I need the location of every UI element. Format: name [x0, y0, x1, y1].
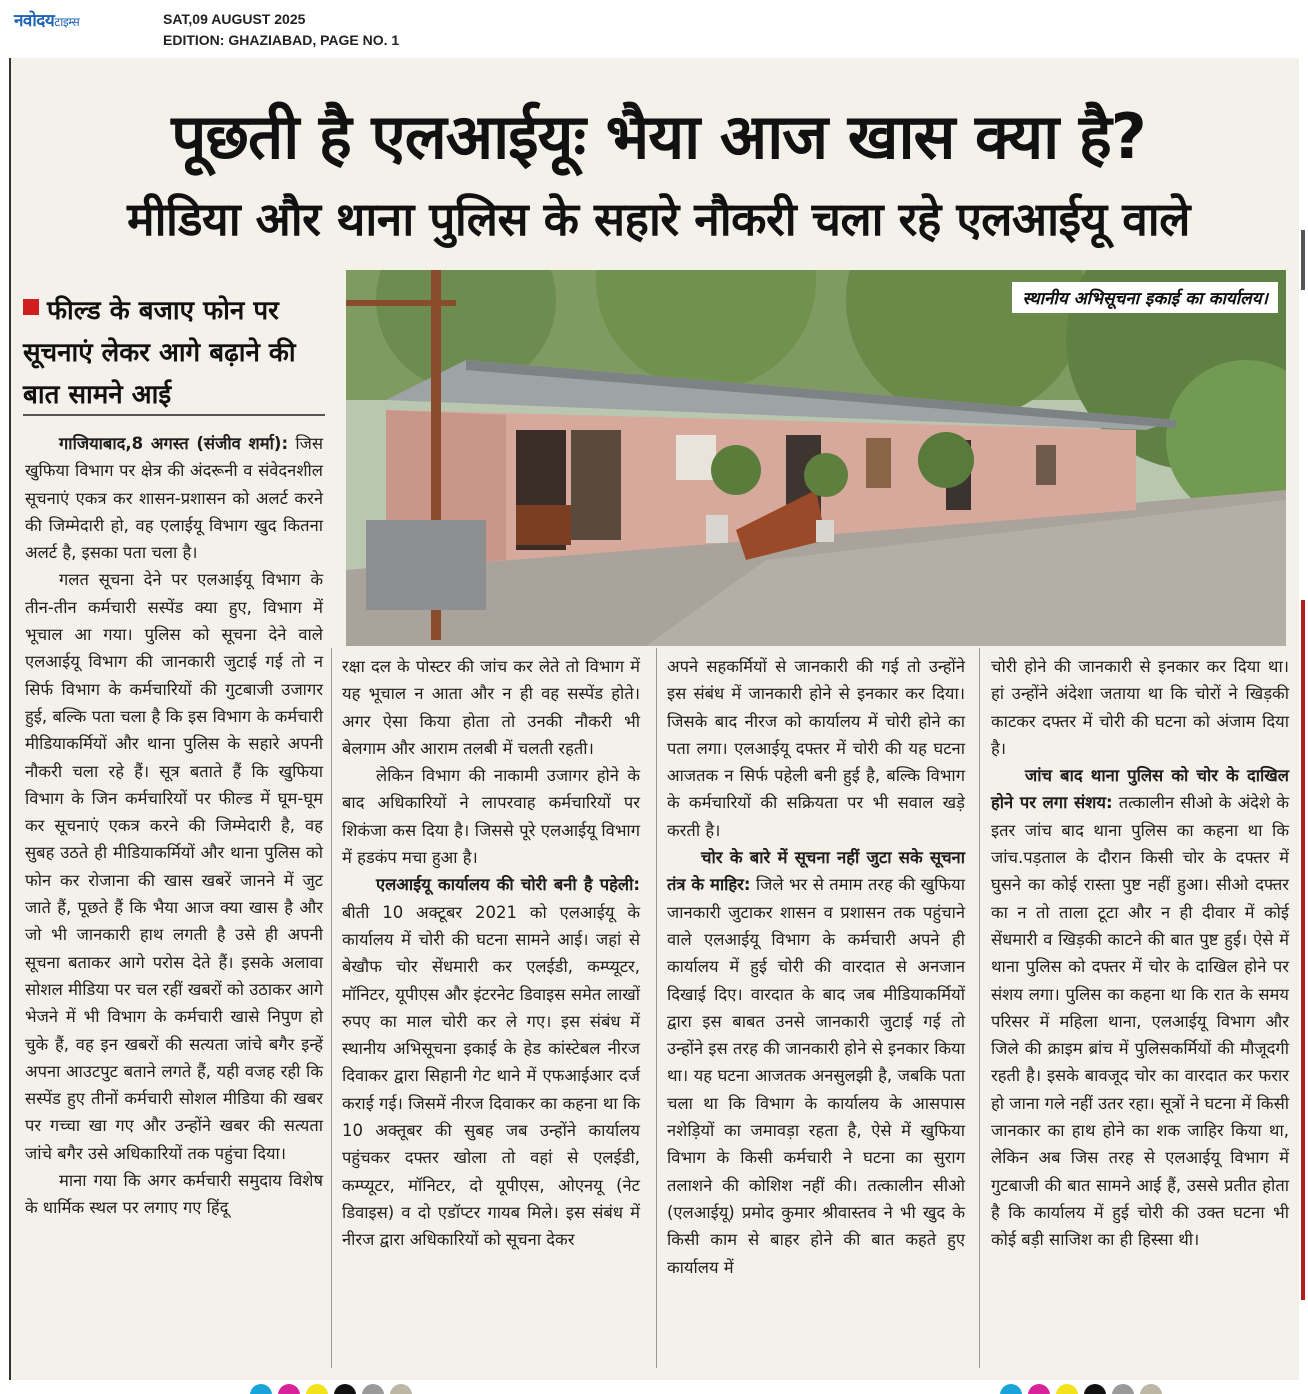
column-divider: [656, 648, 657, 1368]
adjacent-page-edge: [1299, 230, 1308, 1380]
black-dot: [334, 1384, 356, 1394]
tan-dot: [390, 1384, 412, 1394]
column-1-paragraph-2: गलत सूचना देने पर एलआईयू विभाग के तीन-तीन कर्मचारी सस्पेंड क्या हुए, विभाग में भूचाल आ गया। पुलिस को सूचना देने वाले एलआईयू विभाग की जानकारी जुटाई गई तो न सिर्फ विभाग के कर्मचारियों की गुटबाजी उजागर हुई, बल्कि पता चला है कि इस विभाग के कर्मचारी मीडियाकर्मियों और थाना पुलिस के सहारे अपनी नौकरी चला रहे हैं। सूत्र बताते हैं कि खुफिया विभाग के जिन कर्मचारियों पर फील्ड में घूम-घूम कर सूचनाएं एकत्र करने की जिम्मेदारी है, वह सुबह उठते ही मीडियाकर्मियों और थाना पुलिस को फोन कर रोजाना की खास खबरें जानने में जुट जाते हैं, पूछते हैं कि भैया आज क्या खास है और जो भी जानकारी हाथ लगती है उसे ही अपनी सूचना बताकर आगे परोस देते हैं। इसके अलावा सोशल मीडिया पर चल रहीं खबरों को उठाकर आगे भेजने में भी विभाग के कर्मचारी खासे निपुण हो चुके हैं, वह इन खबरों की सत्यता जांचे बगैर इन्हें अपना आउटपुट बताने लगते हैं, यही वजह रही कि सस्पेंड हुए तीनों कर्मचारी सोशल मीडिया की खबर पर गच्चा खा गए और उन्होंने खबर की सत्यता जांचे बगैर उसे अधिकारियों तक पहुंचा दिया।: [25, 570, 323, 1163]
grey-dot: [1112, 1384, 1134, 1394]
tan-dot: [1140, 1384, 1162, 1394]
column-4-subheading: जांच बाद थाना पुलिस को चोर के दाखिल होने पर लगा संशय:: [991, 766, 1289, 813]
article-column-3: [667, 653, 965, 1281]
newspaper-logo[interactable]: [14, 8, 79, 31]
article-subheadline: मीडिया और थाना पुलिस के सहारे नौकरी चला रहे एलआईयू वाले: [127, 192, 1190, 246]
magenta-dot: [278, 1384, 300, 1394]
magenta-dot: [1028, 1384, 1050, 1394]
column-3-subheading: चोर के बारे में सूचना नहीं जुटा सके सूचना तंत्र के माहिर:: [667, 848, 965, 895]
column-4-paragraph-2: तत्कालीन सीओ के अंदेशे के इतर जांच बाद थाना पुलिस का कहना था कि जांच.पड़ताल के दौरान किसी चोर के दफ्तर में घुसने का कोई रास्ता पुष्ट नहीं हुआ। सीओ दफ्तर का न तो ताला टूटा और न ही दीवार में कोई सेंधमारी व खिड़की काटने की बात पुष्ट हुई। ऐसे में थाना पुलिस को दफ्तर में चोर के दाखिल होने पर संशय लगा। पुलिस का कहना था कि रात के समय परिसर में महिला थाना, एलआईयू विभाग और जिले की क्राइम ब्रांच में पुलिसकर्मियों की मौजूदगी रहती है। इसके बावजूद चोर का वारदात कर फरार हो जाना गले नहीं उतर रहा। सूत्रों ने घटना में किसी जानकार का हाथ होने का शक जाहिर किया था, लेकिन अब जिस तरह से एलआईयू विभाग में गुटबाजी की बात सामने आई हैं, उससे प्रतीत होता है कि कार्यालय में हुई चोरी की उक्त घटना भी कोई बड़ी साजिश का ही हिस्सा थी।: [991, 793, 1289, 1250]
column-1-paragraph-1: जिस खुफिया विभाग पर क्षेत्र की अंदरूनी व संवेदनशील सूचनाएं एकत्र कर शासन-प्रशासन को अलर्ट करने की जिम्मेदारी हो, वह एलाईयू विभाग खुद कितना अलर्ट है, इसका पता चला है।: [25, 434, 324, 563]
color-registration-strip-left: [250, 1384, 430, 1394]
column-4-paragraph-1: चोरी होने की जानकारी से इनकार कर दिया था। हां उन्होंने अंदेशा जताया था कि चोरों ने खिड़की काटकर दफ्तर में चोरी की घटना को अंजाम दिया है।: [991, 657, 1289, 758]
office-building-illustration: [346, 270, 1286, 646]
photo-caption: स्थानीय अभिसूचना इकाई का कार्यालय।: [1012, 282, 1278, 313]
newspaper-page: [9, 58, 1299, 1380]
article-photo: [346, 270, 1286, 646]
column-2-paragraph-1: रक्षा दल के पोस्टर की जांच कर लेते तो विभाग में यह भूचाल न आता और न ही वह सस्पेंड होते। अगर ऐसा किया होता तो उनकी नौकरी भी बेलगाम और आराम तलबी में चलती रहती।: [342, 657, 640, 758]
black-dot: [1084, 1384, 1106, 1394]
column-2-paragraph-2: लेकिन विभाग की नाकामी उजागर होने के बाद अधिकारियों ने लापरवाह कर्मचारियों पर शिकंजा कस दिया है। जिससे पूरे एलआईयू विभाग में हडकंप मचा हुआ है।: [342, 766, 640, 868]
article-column-1: [25, 430, 323, 1222]
article-column-4: [991, 653, 1289, 1254]
logo-subname: टाइम्स: [54, 15, 80, 29]
highlight-box: [23, 290, 323, 416]
edition-name: EDITION: GHAZIABAD, PAGE NO. 1: [163, 32, 400, 48]
article-headline: पूछती है एलआईयूः भैया आज खास क्या है?: [171, 100, 1146, 173]
column-2-subheading: एलआईयू कार्यालय की चोरी बनी है पहेली:: [376, 875, 640, 895]
yellow-dot: [1056, 1384, 1078, 1394]
column-divider: [331, 648, 332, 1368]
column-divider: [979, 648, 980, 1368]
edition-date: SAT,09 AUGUST 2025: [163, 11, 306, 27]
highlight-divider: [23, 414, 325, 416]
cyan-dot: [1000, 1384, 1022, 1394]
article-column-2: [342, 653, 640, 1254]
color-registration-strip-right: [1000, 1384, 1180, 1394]
dateline: गाजियाबाद,8 अगस्त (संजीव शर्मा):: [59, 434, 289, 453]
column-3-paragraph-1: अपने सहकर्मियों से जानकारी की गई तो उन्होंने इस संबंध में जानकारी होने से इनकार कर दिया। जिसके बाद नीरज को कार्यालय में चोरी होने का पता लगा। एलआईयू दफ्तर में चोरी की यह घटना आजतक न सिर्फ पहेली बनी हुई है, बल्कि विभाग के कर्मचारियों की सक्रियता पर भी सवाल खड़े करती है।: [667, 657, 965, 840]
cyan-dot: [250, 1384, 272, 1394]
column-1-paragraph-3: माना गया कि अगर कर्मचारी समुदाय विशेष के धार्मिक स्थल पर लगाए गए हिंदू: [25, 1171, 323, 1218]
red-square-bullet-icon: [23, 299, 39, 315]
logo-name: नवोदय: [14, 11, 55, 31]
yellow-dot: [306, 1384, 328, 1394]
column-3-paragraph-2: जिले भर से तमाम तरह की खुफिया जानकारी जुटाकर शासन व प्रशासन तक पहुंचाने वाले एलआईयू विभाग के कर्मचारी अपने ही कार्यालय में हुई चोरी की वारदात से अनजान दिखाई दिए। वारदात के बाद जब मीडियाकर्मियों द्वारा इस बाबत उनसे जानकारी जुटाई गई तो उन्होंने इस तरह की जानकारी होने से इनकार किया था। यह घटना आजतक अनसुलझी है, जबकि पता चला था कि विभाग के कार्यालय के आसपास नशेड़ियों का जमावड़ा रहता है, ऐसे में खुफिया विभाग के किसी कर्मचारी ने घटना का सुराग तलाशने की कोशिश नहीं की। तत्कालीन सीओ (एलआईयू) प्रमोद कुमार श्रीवास्तव ने भी खुद के किसी काम से बाहर होने की बात कहते हुए कार्यालय में: [667, 875, 965, 1277]
edition-meta: [163, 9, 399, 51]
highlight-text: फील्ड के बजाए फोन पर सूचनाएं लेकर आगे बढ़ाने की बात सामने आई: [23, 296, 296, 410]
column-2-paragraph-3: बीती 10 अक्टूबर 2021 को एलआईयू के कार्यालय में चोरी की घटना सामने आई। जहां से बेखौफ चोर सेंधमारी कर एलईडी, कम्प्यूटर, मॉनिटर, यूपीएस और इंटरनेट डिवाइस समेत लाखों रुपए का माल चोरी कर ले गए। इस संबंध में स्थानीय अभिसूचना इकाई के हेड कांस्टेबल नीरज दिवाकर द्वारा सिहानी गेट थाने में एफआईआर दर्ज कराई गई। जिसमें नीरज दिवाकर का कहना था कि 10 अक्तूबर की सुबह जब उन्होंने कार्यालय पहुंचकर दफ्तर खोला तो वहां से एलईडी, कम्प्यूटर, मॉनिटर, दो यूपीएस, ओएनयू (नेट डिवाइस) व दो एडॉप्टर गायब मिले। इस संबंध में नीरज द्वारा अधिकारियों को सूचना देकर: [342, 902, 640, 1250]
grey-dot: [362, 1384, 384, 1394]
masthead: [0, 0, 1308, 58]
